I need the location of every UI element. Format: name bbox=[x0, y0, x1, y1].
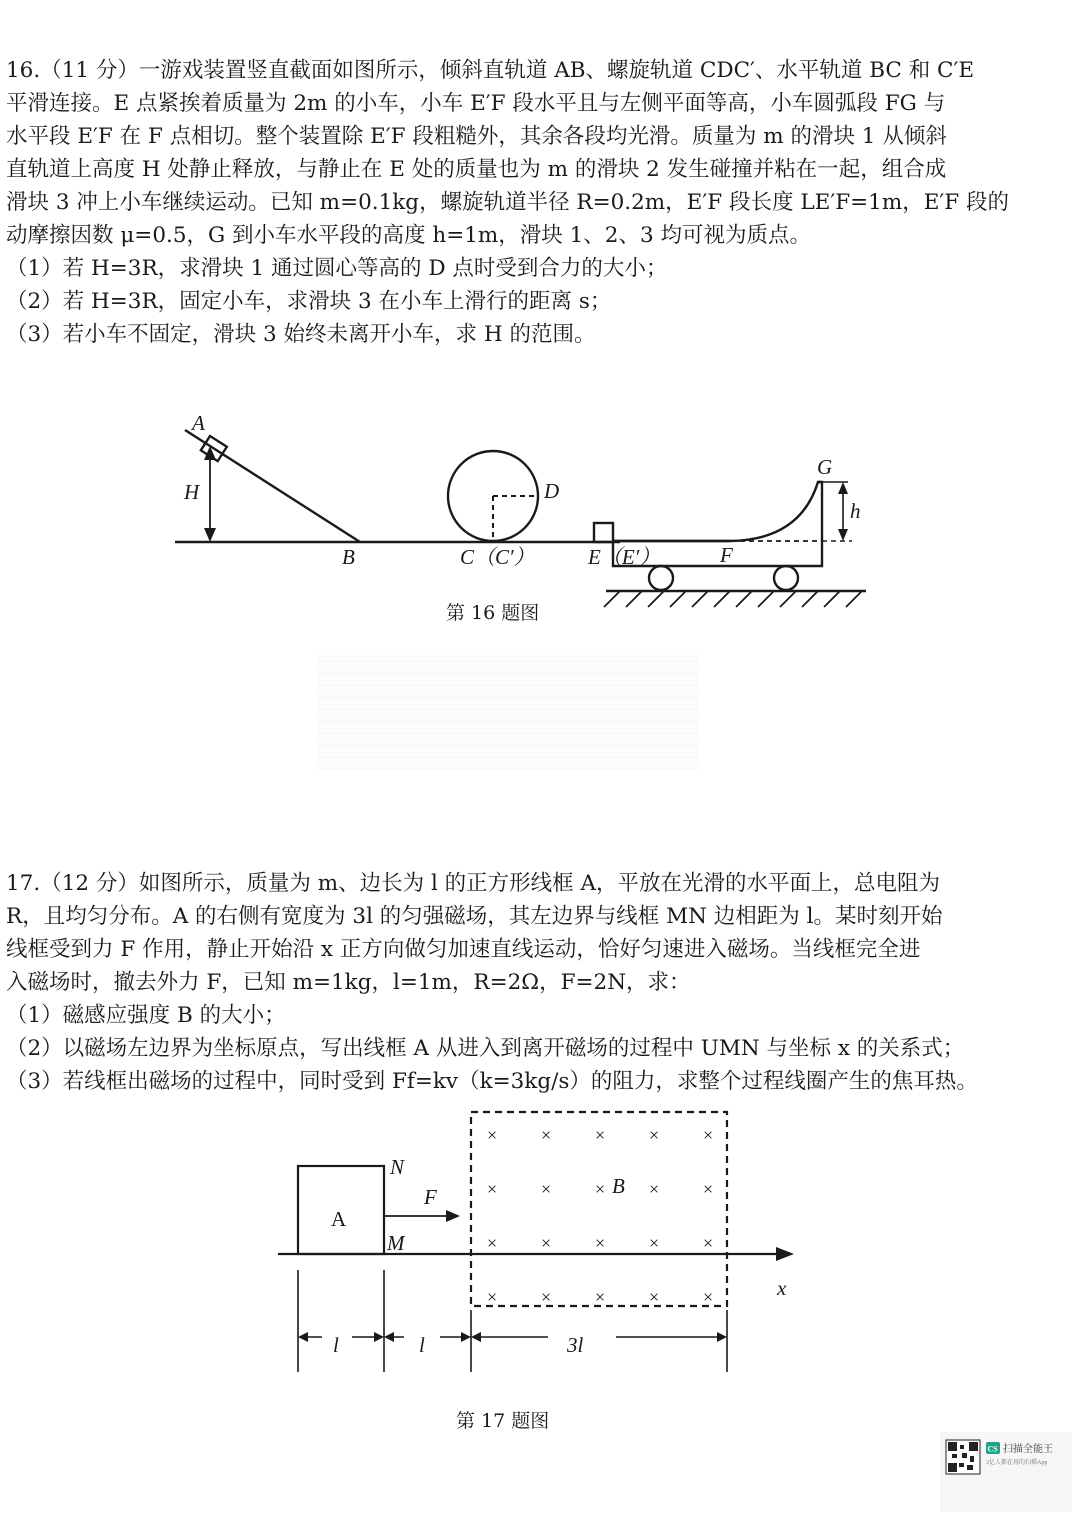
field-cross-mark: × bbox=[487, 1125, 498, 1145]
field-cross-mark: × bbox=[649, 1233, 660, 1253]
problem17-line-2: R，且均匀分布。A 的右侧有宽度为 3l 的匀强磁场，其左边界与线框 MN 边相距为 l。某时刻开始 bbox=[6, 904, 943, 929]
problem16-line-2: 平滑连接。E 点紧挨着质量为 2m 的小车，小车 E′F 段水平且与左侧平面等高，小车圆弧段 FG 与 bbox=[6, 91, 946, 116]
field-cross-mark: × bbox=[595, 1179, 606, 1199]
problem17-line-4: 入磁场时，撤去外力 F，已知 m=1kg，l=1m，R=2Ω，F=2N，求： bbox=[6, 970, 691, 995]
figure-16 bbox=[0, 0, 1080, 640]
problem16-question-3: （3）若小车不固定，滑块 3 始终未离开小车，求 H 的范围。 bbox=[6, 322, 596, 347]
problem16-line-1: 16.（11 分）一游戏装置竖直截面如图所示，倾斜直轨道 AB、螺旋轨道 CDC′、水平轨道 BC 和 C′E bbox=[6, 58, 975, 83]
label-3l: 3l bbox=[567, 1333, 584, 1357]
cart-wheel-right bbox=[774, 566, 798, 590]
label-h: h bbox=[850, 499, 861, 523]
field-cross-mark: × bbox=[541, 1179, 552, 1199]
label-F: F bbox=[720, 543, 733, 567]
problem16-line-4: 直轨道上高度 H 处静止释放，与静止在 E 处的质量也为 m 的滑块 2 发生碰撞并粘在一起，组合成 bbox=[6, 157, 947, 182]
field-cross-mark: × bbox=[541, 1233, 552, 1253]
label-G: G bbox=[817, 455, 833, 479]
scanner-brand: 扫描全能王 bbox=[1003, 1444, 1053, 1455]
figure-16-caption: 第 16 题图 bbox=[446, 602, 540, 624]
label-C: C（C′） bbox=[460, 545, 535, 569]
problem17-question-1: （1）磁感应强度 B 的大小； bbox=[6, 1003, 286, 1028]
problem16-question-2: （2）若 H=3R，固定小车，求滑块 3 在小车上滑行的距离 s； bbox=[6, 289, 612, 314]
slider-2-block bbox=[594, 523, 613, 542]
field-cross-mark: × bbox=[595, 1287, 606, 1307]
field-cross-mark: × bbox=[541, 1125, 552, 1145]
problem16-question-1: （1）若 H=3R，求滑块 1 通过圆心等高的 D 点时受到合力的大小； bbox=[6, 256, 668, 281]
label-A: A bbox=[192, 411, 205, 435]
field-cross-mark: × bbox=[649, 1287, 660, 1307]
label-D: D bbox=[544, 479, 560, 503]
label-M: M bbox=[387, 1231, 405, 1255]
field-cross-mark: × bbox=[649, 1179, 660, 1199]
scan-smudge bbox=[318, 650, 698, 770]
cart-wheel-left bbox=[649, 566, 673, 590]
label-N: N bbox=[390, 1155, 405, 1179]
field-cross-mark: × bbox=[487, 1287, 498, 1307]
problem16-line-3: 水平段 E′F 在 F 点相切。整个装置除 E′F 段粗糙外，其余各段均光滑。质量为 m 的滑块 1 从倾斜 bbox=[6, 124, 947, 149]
label-B-field: B bbox=[612, 1174, 625, 1198]
field-cross-mark: × bbox=[595, 1233, 606, 1253]
field-cross-mark: × bbox=[487, 1179, 498, 1199]
field-cross-mark: × bbox=[703, 1125, 714, 1145]
qr-code-icon bbox=[946, 1440, 980, 1474]
label-H: H bbox=[184, 480, 200, 504]
problem16-line-6: 动摩擦因数 μ=0.5，G 到小车水平段的高度 h=1m，滑块 1、2、3 均可视为质点。 bbox=[6, 223, 811, 248]
problem17-line-3: 线框受到力 F 作用，静止开始沿 x 正方向做匀加速直线运动，恰好匀速进入磁场。当线框完全进 bbox=[6, 937, 921, 962]
label-A-frame: A bbox=[331, 1207, 347, 1231]
label-B: B bbox=[342, 545, 355, 569]
field-cross-mark: × bbox=[703, 1287, 714, 1307]
field-cross-mark: × bbox=[703, 1179, 714, 1199]
field-cross-mark: × bbox=[541, 1287, 552, 1307]
figure-17-caption: 第 17 题图 bbox=[456, 1410, 550, 1432]
field-crosses bbox=[487, 1125, 713, 1307]
field-cross-mark: × bbox=[595, 1125, 606, 1145]
label-x: x bbox=[777, 1276, 787, 1300]
field-cross-mark: × bbox=[487, 1233, 498, 1253]
problem17-text bbox=[6, 867, 1072, 1098]
problem17-line-1: 17.（12 分）如图所示，质量为 m、边长为 l 的正方形线框 A，平放在光滑的水平面上，总电阻为 bbox=[6, 871, 941, 896]
problem16-line-5: 滑块 3 冲上小车继续运动。已知 m=0.1kg，螺旋轨道半径 R=0.2m，E′F 段长度 LE′F=1m，E′F 段的 bbox=[6, 190, 1010, 215]
problem17-question-3: （3）若线框出磁场的过程中，同时受到 Ff=kv（k=3kg/s）的阻力，求整个过程线圈产生的焦耳热。 bbox=[6, 1069, 978, 1094]
label-l-2: l bbox=[419, 1333, 425, 1357]
label-F: F bbox=[424, 1185, 437, 1209]
scanner-watermark bbox=[940, 1432, 1072, 1512]
figure-17 bbox=[0, 1100, 1080, 1400]
label-l-1: l bbox=[333, 1333, 339, 1357]
field-cross-mark: × bbox=[649, 1125, 660, 1145]
cs-badge: CS bbox=[987, 1444, 998, 1454]
label-E: E（E′） bbox=[588, 545, 661, 569]
problem17-question-2: （2）以磁场左边界为坐标原点，写出线框 A 从进入到离开磁场的过程中 UMN 与坐标 x 的关系式； bbox=[6, 1036, 965, 1061]
incline-track bbox=[185, 430, 360, 542]
scanner-tagline: 3亿人都在用的扫描App bbox=[986, 1460, 1048, 1466]
field-cross-mark: × bbox=[703, 1233, 714, 1253]
